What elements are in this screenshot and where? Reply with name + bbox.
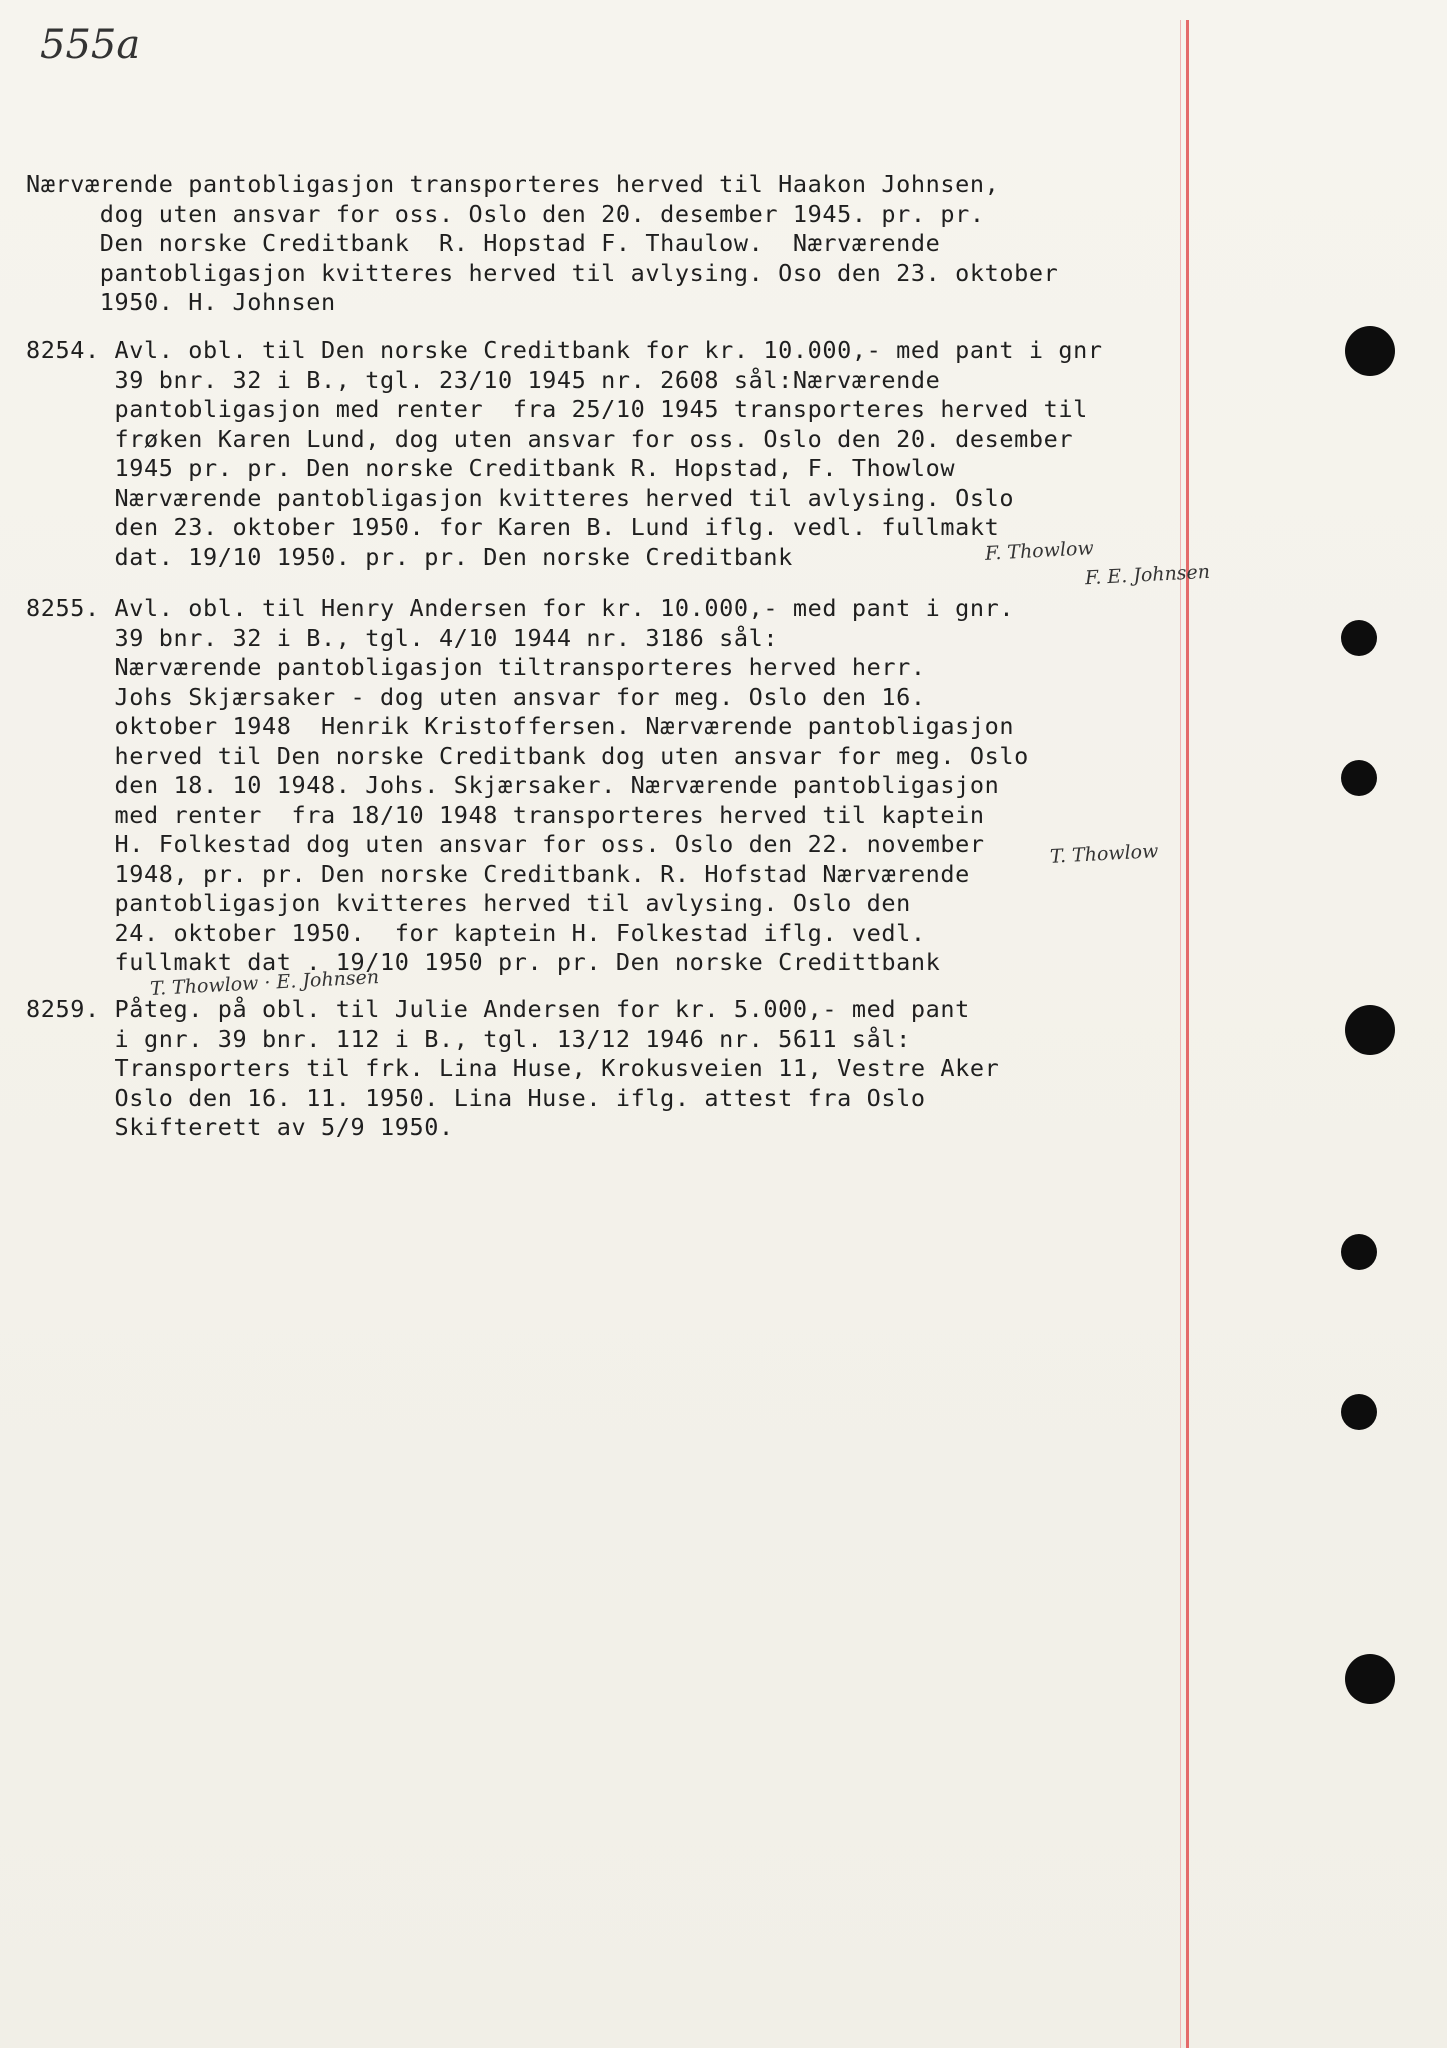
entry-line: Nærværende pantobligasjon transporteres herved til Haakon Johnsen, (26, 170, 1000, 198)
entry-line: herved til Den norske Creditbank dog uten ansvar for meg. Oslo (26, 741, 1029, 770)
entry-line: Nærværende pantobligasjon tiltransporteres herved herr. (26, 653, 926, 681)
entry-line: Transporters til frk. Lina Huse, Krokusveien 11, Vestre Aker (26, 1054, 1000, 1082)
entry-line: 39 bnr. 32 i B., tgl. 23/10 1945 nr. 2608 sål:Nærværende (26, 365, 941, 394)
punch-hole (1345, 326, 1395, 376)
margin-line-shadow (1180, 20, 1181, 2048)
entry-line: 1948, pr. pr. Den norske Creditbank. R. Hofstad Nærværende (26, 859, 970, 888)
entry-line: 1945 pr. pr. Den norske Creditbank R. Hopstad, F. Thowlow (26, 454, 956, 482)
punch-hole (1345, 1654, 1395, 1704)
handwritten-signature: F. Thowlow (984, 537, 1095, 565)
entry-line: Nærværende pantobligasjon kvitteres herved til avlysing. Oslo (26, 483, 1015, 512)
entry-line: H. Folkestad dog uten ansvar for oss. Oslo den 22. november (26, 830, 985, 858)
entry-line: den 23. oktober 1950. for Karen B. Lund iflg. vedl. fullmakt (26, 513, 1000, 541)
entry-line: frøken Karen Lund, dog uten ansvar for oss. Oslo den 20. desember (26, 424, 1074, 453)
entry-line: dat. 19/10 1950. pr. pr. Den norske Creditbank (26, 542, 793, 571)
entry-line: dog uten ansvar for oss. Oslo den 20. desember 1945. pr. pr. (26, 199, 985, 228)
entry-line: i gnr. 39 bnr. 112 i B., tgl. 13/12 1946 nr. 5611 sål: (26, 1024, 911, 1053)
punch-hole (1341, 1234, 1377, 1270)
entry-line: Johs Skjærsaker - dog uten ansvar for meg. Oslo den 16. (26, 682, 926, 711)
punch-hole (1345, 1005, 1395, 1055)
entry-line: 8259. Påteg. på obl. til Julie Andersen for kr. 5.000,- med pant (26, 995, 970, 1023)
handwritten-signature: F. E. Johnsen (1084, 560, 1211, 590)
ledger-entry (26, 170, 1058, 318)
red-margin-line (1186, 20, 1189, 2048)
entry-line: Oslo den 16. 11. 1950. Lina Huse. iflg. attest fra Oslo (26, 1083, 926, 1112)
entry-line: 1950. H. Johnsen (26, 288, 336, 316)
ledger-entry (26, 594, 1029, 978)
ledger-entry (26, 336, 1103, 572)
entry-line: pantobligasjon med renter fra 25/10 1945 transporteres herved til (26, 395, 1088, 423)
entry-line: 39 bnr. 32 i B., tgl. 4/10 1944 nr. 3186 sål: (26, 623, 779, 652)
punch-hole (1341, 1394, 1377, 1430)
entry-line: pantobligasjon kvitteres herved til avlysing. Oslo den (26, 889, 911, 917)
entry-line: Den norske Creditbank R. Hopstad F. Thaulow. Nærværende (26, 229, 941, 257)
entry-line: 8254. Avl. obl. til Den norske Creditbank for kr. 10.000,- med pant i gnr (26, 336, 1103, 364)
punch-hole (1341, 620, 1377, 656)
entry-line: 8255. Avl. obl. til Henry Andersen for kr. 10.000,- med pant i gnr. (26, 594, 1015, 622)
entry-line: den 18. 10 1948. Johs. Skjærsaker. Nærværende pantobligasjon (26, 771, 1000, 799)
entry-line: fullmakt dat . 19/10 1950 pr. pr. Den norske Credittbank (26, 948, 941, 976)
entry-line: pantobligasjon kvitteres herved til avlysing. Oso den 23. oktober (26, 258, 1059, 287)
punch-hole (1341, 760, 1377, 796)
handwritten-signature: T. Thowlow (1049, 840, 1159, 868)
entry-line: Skifterett av 5/9 1950. (26, 1113, 454, 1141)
handwritten-signature: T. Thowlow · E. Johnsen (149, 966, 380, 1000)
ledger-entry (26, 995, 999, 1143)
entry-line: med renter fra 18/10 1948 transporteres herved til kaptein (26, 800, 985, 829)
page-number: 555a (40, 22, 141, 68)
entry-line: oktober 1948 Henrik Kristoffersen. Nærværende pantobligasjon (26, 712, 1015, 740)
entry-line: 24. oktober 1950. for kaptein H. Folkestad iflg. vedl. (26, 918, 926, 947)
